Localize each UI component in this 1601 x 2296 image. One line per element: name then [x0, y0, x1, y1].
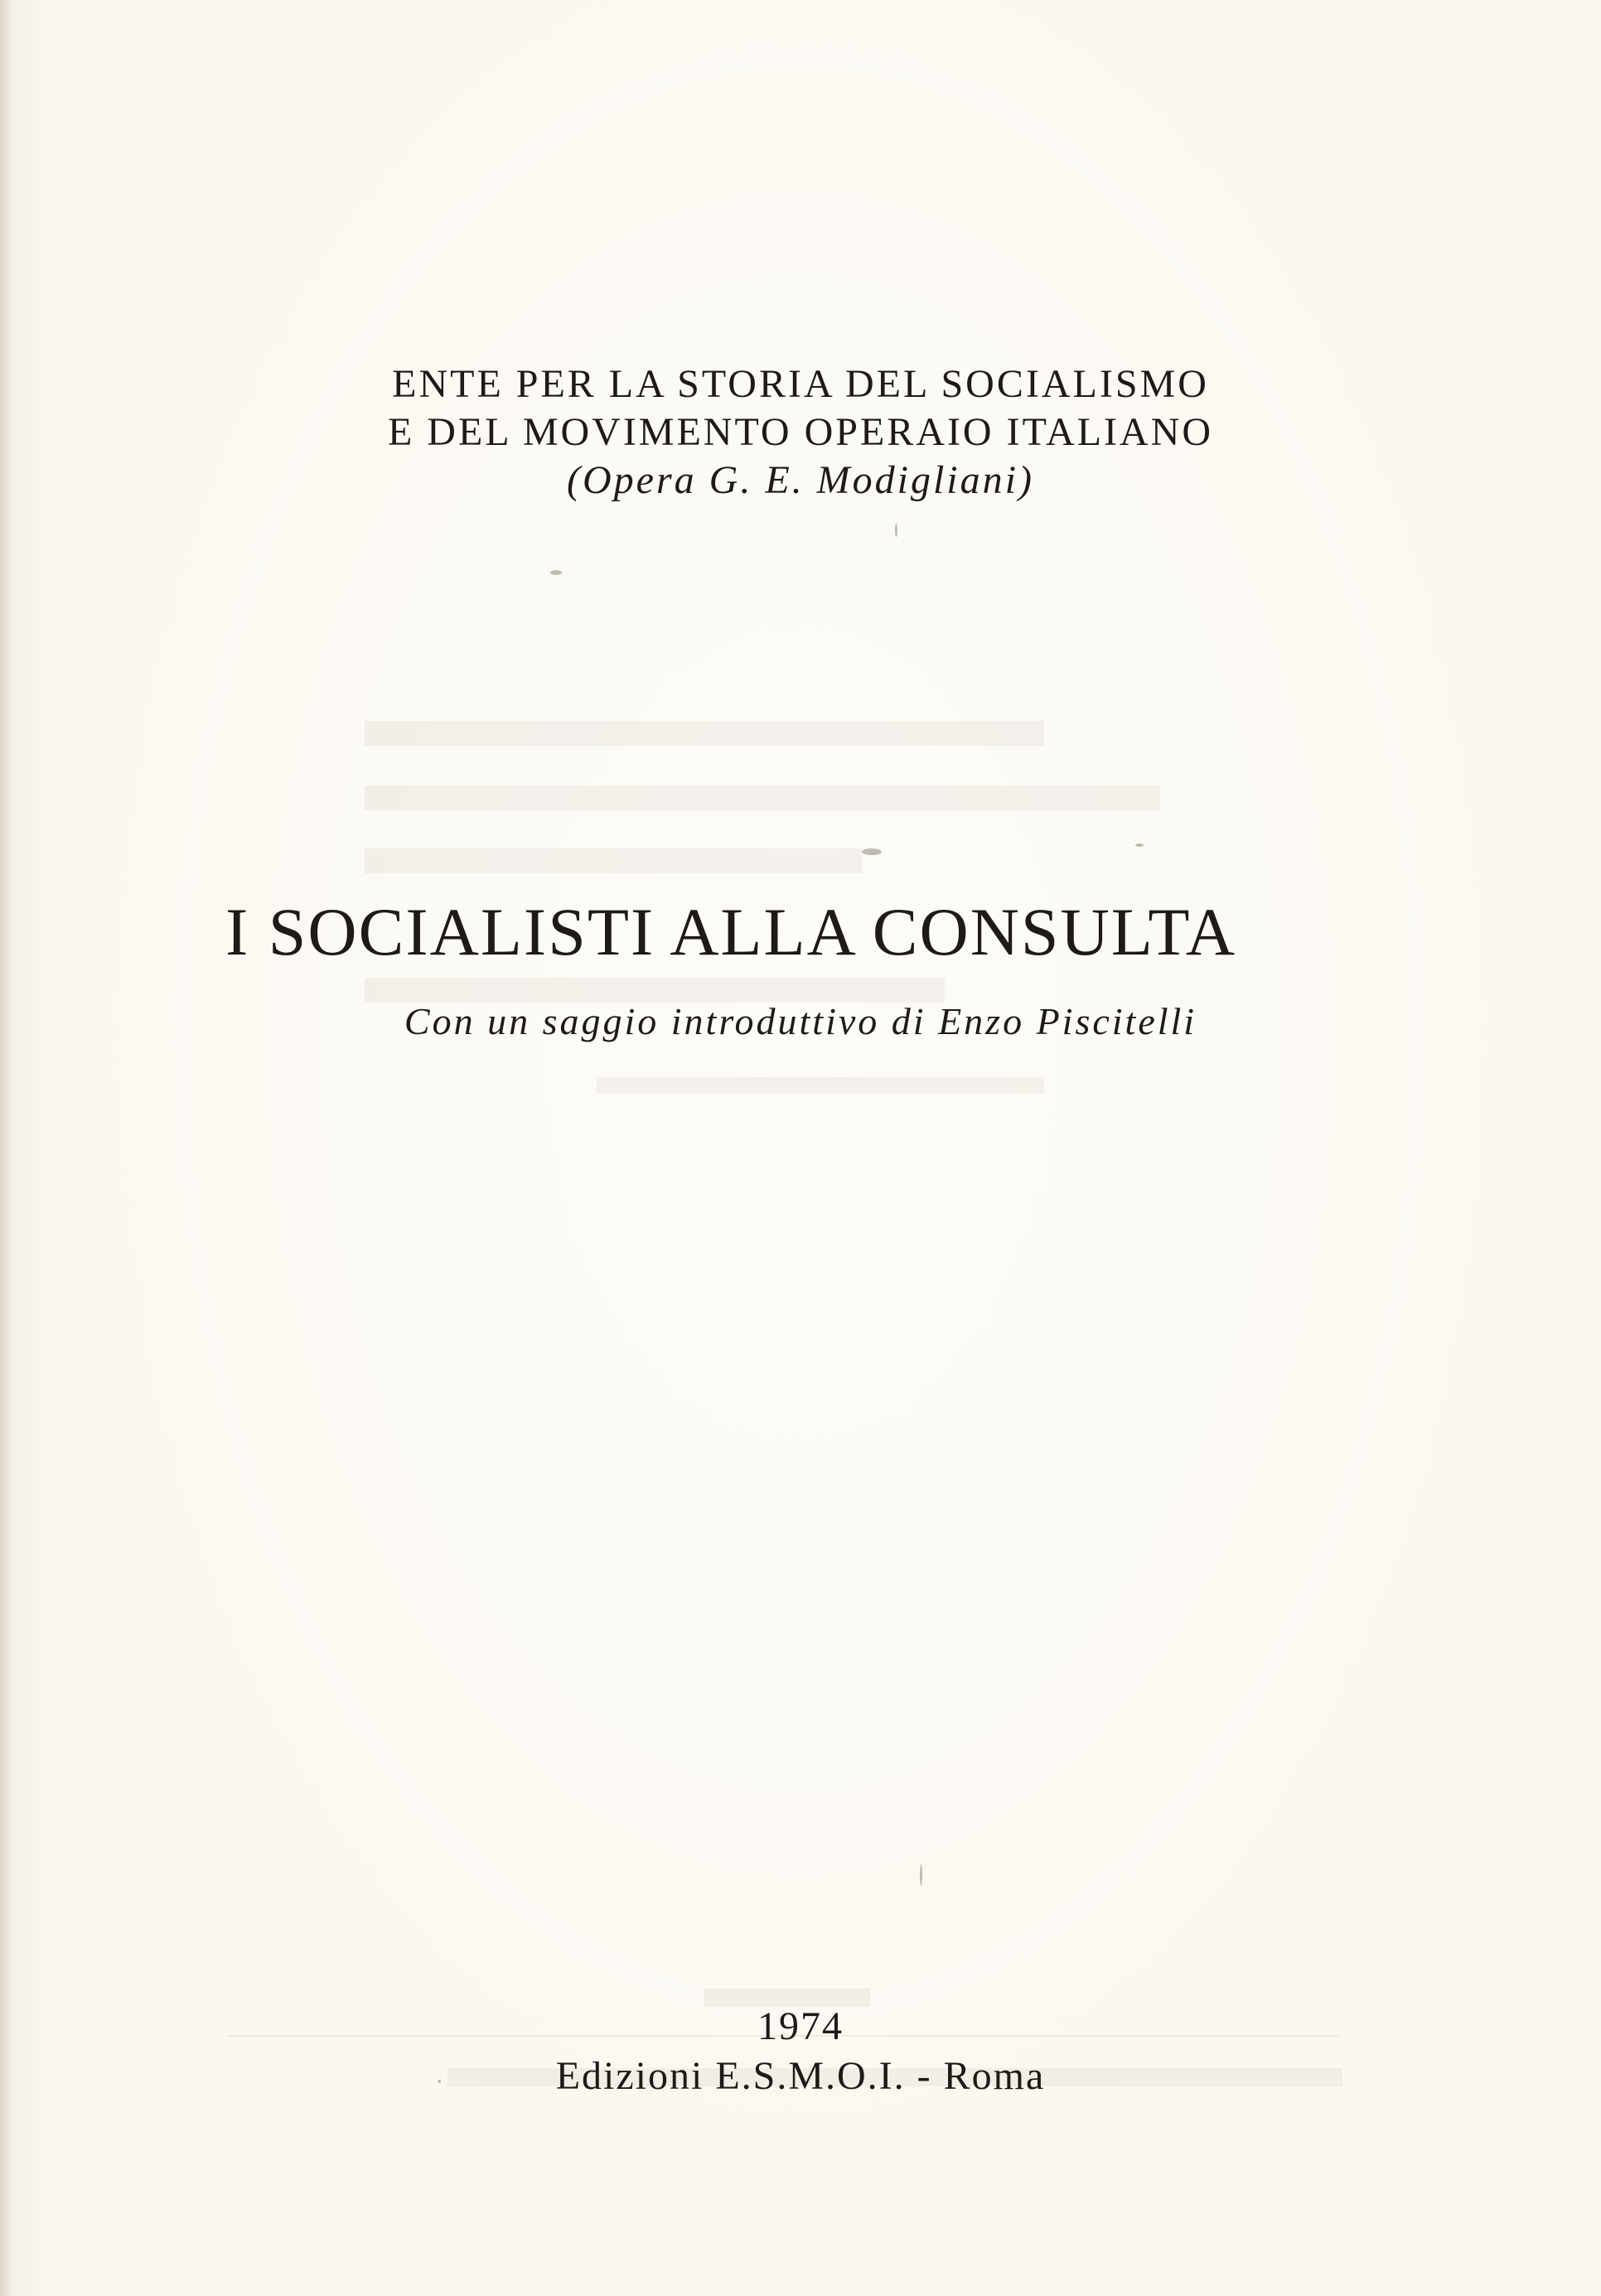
publisher-imprint: Edizioni E.S.M.O.I. - Roma — [555, 2054, 1046, 2098]
organization-series-note: (Opera G. E. Modigliani) — [567, 458, 1034, 502]
organization-name-line-2: E DEL MOVIMENTO OPERAIO ITALIANO — [387, 410, 1214, 454]
book-title: I SOCIALISTI ALLA CONSULTA — [225, 894, 1237, 969]
publication-year: 1974 — [757, 2004, 844, 2048]
page-spine-shadow — [0, 0, 12, 2296]
scan-speck — [862, 848, 882, 855]
bleed-through-mark — [597, 1077, 1044, 1094]
book-subtitle: Con un saggio introduttivo di Enzo Piscitelli — [404, 1000, 1197, 1042]
bleed-through-mark — [365, 848, 862, 873]
bleed-through-mark — [365, 721, 1044, 746]
organization-name-line-1: ENTE PER LA STORIA DEL SOCIALISMO — [392, 362, 1209, 406]
bleed-through-mark — [365, 785, 1160, 810]
scan-speck — [920, 1864, 922, 1886]
scan-speck — [1135, 843, 1144, 847]
scan-speck — [895, 524, 897, 537]
scan-speck — [550, 570, 562, 575]
